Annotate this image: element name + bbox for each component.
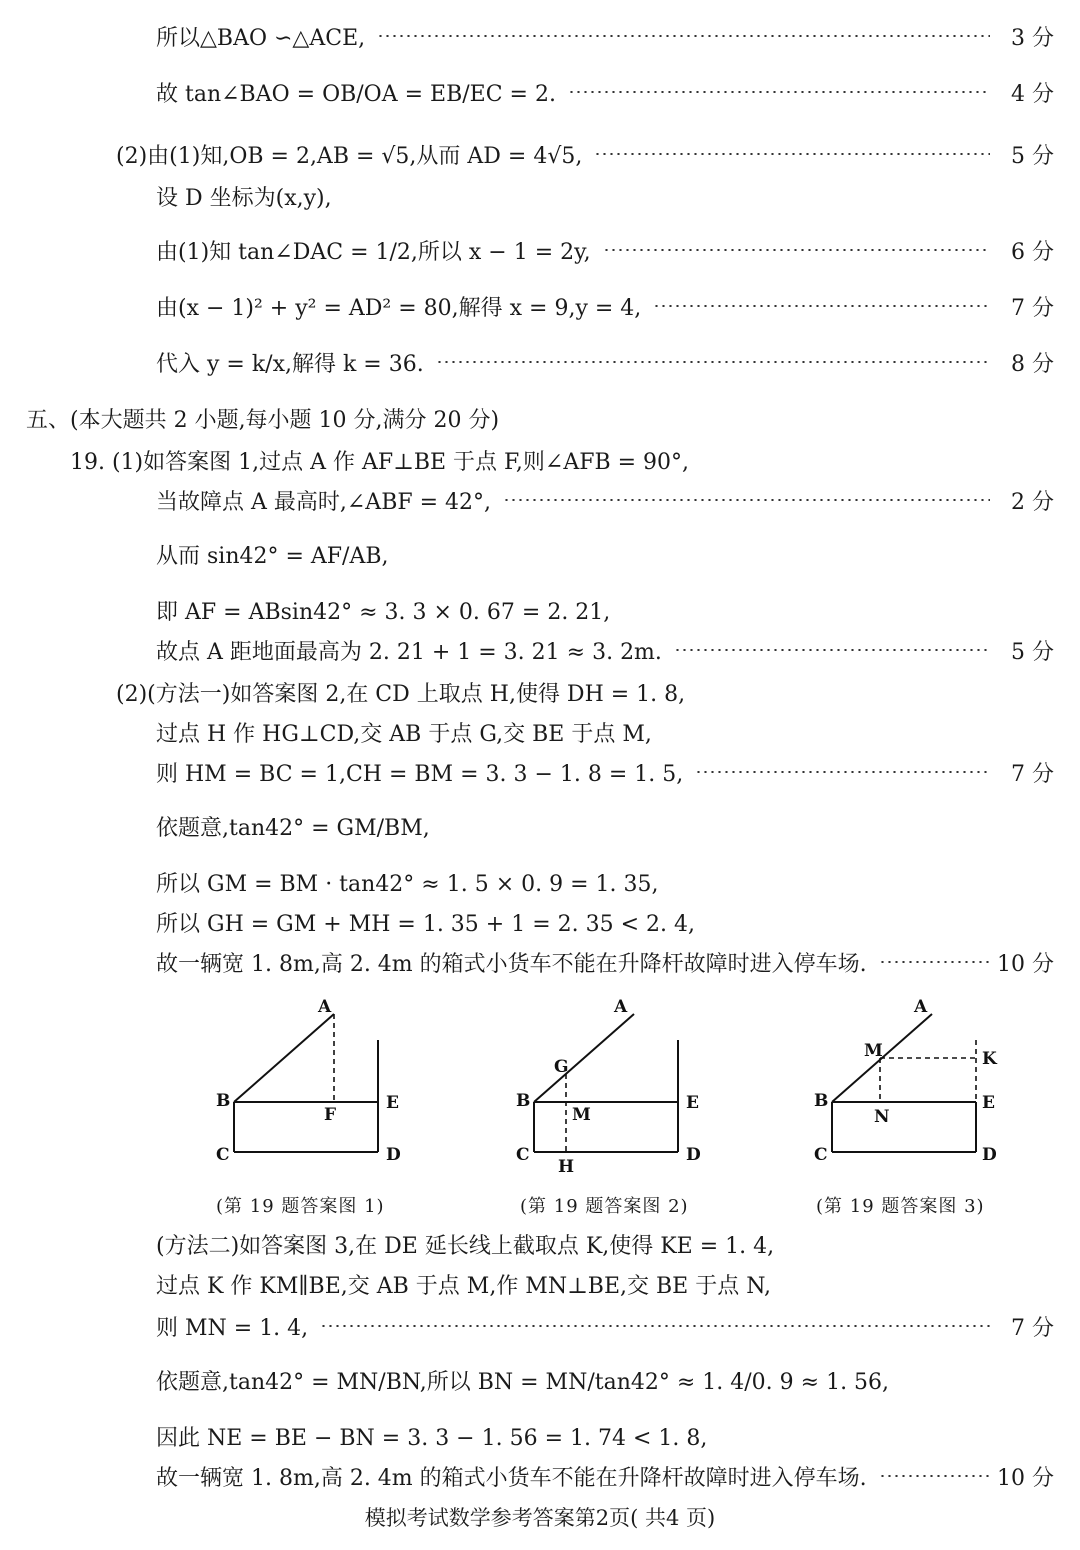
answer-line bbox=[0, 806, 1080, 846]
answer-line-text: 故一辆宽 1. 8m,高 2. 4m 的箱式小货车不能在升降杆故障时进入停车场. bbox=[156, 1465, 867, 1491]
answer-line-text: 故 tan∠BAO = OB/OA = EB/EC = 2. bbox=[156, 81, 556, 107]
dot-leader bbox=[653, 305, 990, 307]
answer-line bbox=[0, 286, 1080, 326]
fig2-label-b: B bbox=[516, 1091, 531, 1111]
answer-line bbox=[0, 176, 1080, 216]
score-mark: 5 分 bbox=[1011, 143, 1054, 169]
answer-line bbox=[0, 1456, 1080, 1496]
answer-line-text: 19. (1)如答案图 1,过点 A 作 AF⊥BE 于点 F,则∠AFB = 90°, bbox=[70, 449, 690, 475]
answer-line-text: 五、(本大题共 2 小题,每小题 10 分,满分 20 分) bbox=[26, 407, 500, 433]
score-mark: 7 分 bbox=[1011, 761, 1054, 787]
answer-line-text: 则 MN = 1. 4, bbox=[156, 1315, 309, 1341]
answer-line-text: 从而 sin42° = AF/AB, bbox=[156, 543, 389, 569]
answer-line bbox=[0, 230, 1080, 270]
figure-2-caption: (第 19 题答案图 2) bbox=[520, 1196, 689, 1217]
fig3-label-b: B bbox=[814, 1091, 829, 1111]
score-mark: 4 分 bbox=[1011, 81, 1054, 107]
answer-line bbox=[0, 942, 1080, 982]
answer-line-text: 所以 GH = GM + MH = 1. 35 + 1 = 2. 35 < 2. 4, bbox=[156, 911, 696, 937]
score-mark: 7 分 bbox=[1011, 1315, 1054, 1341]
dot-leader bbox=[674, 649, 990, 651]
dot-leader bbox=[320, 1325, 990, 1327]
fig3-label-n: N bbox=[874, 1107, 890, 1127]
dot-leader bbox=[594, 153, 990, 155]
score-mark: 7 分 bbox=[1011, 295, 1054, 321]
fig1-label-f: F bbox=[324, 1105, 337, 1125]
fig3-label-c: C bbox=[814, 1145, 828, 1165]
dot-leader bbox=[695, 771, 990, 773]
answer-line-text: 过点 K 作 KM∥BE,交 AB 于点 M,作 MN⊥BE,交 BE 于点 N, bbox=[156, 1273, 772, 1299]
fig2-label-h: H bbox=[558, 1157, 575, 1172]
answer-line bbox=[0, 134, 1080, 174]
fig1-label-d: D bbox=[386, 1145, 401, 1165]
answer-line bbox=[0, 862, 1080, 902]
fig1-label-b: B bbox=[216, 1091, 231, 1111]
fig3-label-m: M bbox=[864, 1041, 883, 1061]
answer-line-text: 代入 y = k/x,解得 k = 36. bbox=[156, 351, 424, 377]
score-mark: 10 分 bbox=[997, 1465, 1054, 1491]
answer-line-text: (2)(方法一)如答案图 2,在 CD 上取点 H,使得 DH = 1. 8, bbox=[116, 681, 686, 707]
answer-line-text: (2)由(1)知,OB = 2,AB = √5,从而 AD = 4√5, bbox=[116, 143, 583, 169]
answer-line bbox=[0, 1264, 1080, 1304]
answer-line bbox=[0, 752, 1080, 792]
answer-line bbox=[0, 672, 1080, 712]
answer-line-text: (方法二)如答案图 3,在 DE 延长线上截取点 K,使得 KE = 1. 4, bbox=[156, 1233, 775, 1259]
page-footer: 模拟考试数学参考答案第2页( 共4 页) bbox=[364, 1506, 716, 1530]
figure-1-diagram bbox=[210, 992, 410, 1172]
answer-line-text: 由(1)知 tan∠DAC = 1/2,所以 x − 1 = 2y, bbox=[156, 239, 591, 265]
answer-line-text: 所以 GM = BM · tan42° ≈ 1. 5 × 0. 9 = 1. 35, bbox=[156, 871, 659, 897]
answer-line-text: 所以△BAO ∽△ACE, bbox=[156, 25, 366, 51]
answer-line bbox=[0, 1360, 1080, 1400]
score-mark: 8 分 bbox=[1011, 351, 1054, 377]
fig2-label-d: D bbox=[686, 1145, 701, 1165]
fig2-label-a: A bbox=[614, 997, 628, 1017]
dot-leader bbox=[879, 961, 990, 963]
score-mark: 3 分 bbox=[1011, 25, 1054, 51]
answer-line bbox=[0, 342, 1080, 382]
answer-line bbox=[0, 902, 1080, 942]
dot-leader bbox=[603, 249, 990, 251]
answer-line-text: 故一辆宽 1. 8m,高 2. 4m 的箱式小货车不能在升降杆故障时进入停车场. bbox=[156, 951, 867, 977]
score-mark: 5 分 bbox=[1011, 639, 1054, 665]
fig2-line-ba bbox=[534, 1014, 634, 1102]
dot-leader bbox=[503, 499, 990, 501]
answer-line-text: 过点 H 作 HG⊥CD,交 AB 于点 G,交 BE 于点 M, bbox=[156, 721, 652, 747]
answer-line bbox=[0, 1306, 1080, 1346]
figure-3-diagram bbox=[808, 992, 1008, 1172]
answer-line-text: 因此 NE = BE − BN = 3. 3 − 1. 56 = 1. 74 < 1. 8, bbox=[156, 1425, 708, 1451]
figure-2-diagram bbox=[510, 992, 710, 1172]
fig3-label-e: E bbox=[982, 1093, 995, 1113]
answer-line-text: 依题意,tan42° = GM/BM, bbox=[156, 815, 430, 841]
score-mark: 10 分 bbox=[997, 951, 1054, 977]
answer-line bbox=[0, 534, 1080, 574]
answer-line bbox=[0, 630, 1080, 670]
figure-3-caption: (第 19 题答案图 3) bbox=[816, 1196, 985, 1217]
answer-line-text: 即 AF = ABsin42° ≈ 3. 3 × 0. 67 = 2. 21, bbox=[156, 599, 611, 625]
fig2-label-m: M bbox=[572, 1105, 591, 1125]
fig1-label-e: E bbox=[386, 1093, 399, 1113]
fig3-label-d: D bbox=[982, 1145, 997, 1165]
fig2-label-c: C bbox=[516, 1145, 530, 1165]
dot-leader bbox=[879, 1475, 990, 1477]
answer-line bbox=[0, 712, 1080, 752]
dot-leader bbox=[436, 361, 990, 363]
answer-line bbox=[0, 440, 1080, 480]
answer-line bbox=[0, 1416, 1080, 1456]
figure-1-caption: (第 19 题答案图 1) bbox=[216, 1196, 385, 1217]
score-mark: 2 分 bbox=[1011, 489, 1054, 515]
fig2-label-e: E bbox=[686, 1093, 699, 1113]
fig3-label-k: K bbox=[982, 1049, 997, 1069]
answer-line-text: 由(x − 1)² + y² = AD² = 80,解得 x = 9,y = 4, bbox=[156, 295, 642, 321]
answer-line-text: 故点 A 距地面最高为 2. 21 + 1 = 3. 21 ≈ 3. 2m. bbox=[156, 639, 662, 665]
answer-line bbox=[0, 1224, 1080, 1264]
fig1-label-c: C bbox=[216, 1145, 230, 1165]
answer-line-text: 则 HM = BC = 1,CH = BM = 3. 3 − 1. 8 = 1. 5, bbox=[156, 761, 684, 787]
fig3-label-a: A bbox=[914, 997, 928, 1017]
answer-line bbox=[0, 16, 1080, 56]
score-mark: 6 分 bbox=[1011, 239, 1054, 265]
answer-line bbox=[0, 480, 1080, 520]
answer-line-text: 设 D 坐标为(x,y), bbox=[156, 185, 332, 211]
dot-leader bbox=[377, 35, 990, 37]
answer-line bbox=[0, 590, 1080, 630]
answer-line-text: 当故障点 A 最高时,∠ABF = 42°, bbox=[156, 489, 492, 515]
fig2-label-g: G bbox=[554, 1057, 569, 1077]
answer-line bbox=[0, 72, 1080, 112]
answer-line bbox=[0, 398, 1080, 438]
fig1-line-ba bbox=[234, 1014, 334, 1102]
answer-line-text: 依题意,tan42° = MN/BN,所以 BN = MN/tan42° ≈ 1. 4/0. 9 ≈ 1. 56, bbox=[156, 1369, 890, 1395]
dot-leader bbox=[568, 91, 990, 93]
fig1-label-a: A bbox=[318, 997, 332, 1017]
